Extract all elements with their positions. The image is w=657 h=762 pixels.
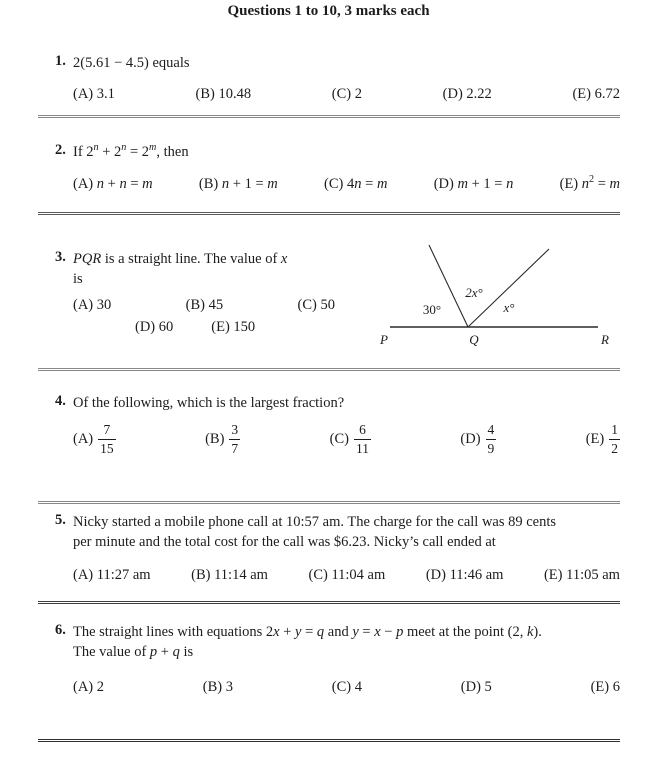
fraction bbox=[609, 421, 620, 457]
fraction-denominator: 11 bbox=[355, 440, 369, 456]
fraction bbox=[98, 421, 116, 457]
question-number: 5. bbox=[55, 512, 66, 528]
options-row bbox=[73, 677, 620, 697]
option-label: (B) bbox=[205, 431, 225, 448]
option-b: (B) 3 bbox=[202, 679, 234, 695]
options-row bbox=[73, 174, 620, 194]
angle-label-2x: 2x° bbox=[465, 285, 483, 300]
fraction bbox=[354, 421, 371, 457]
option-d: (D) 11:46 am bbox=[425, 567, 504, 583]
question-divider bbox=[38, 212, 620, 215]
option-a: (A) 11:27 am bbox=[73, 567, 151, 583]
question-6 bbox=[55, 622, 620, 697]
option-b: (B) 10.48 bbox=[195, 86, 252, 102]
option-d: (D) 2.22 bbox=[442, 86, 492, 102]
question-stem-line-1: PQR is a straight line. The value of x bbox=[73, 251, 288, 267]
question-divider bbox=[38, 739, 620, 742]
question-number: 6. bbox=[55, 622, 66, 638]
option-c: (C) 2 bbox=[331, 86, 363, 102]
question-stem: If $2^n + 2^n = 2^m$, then bbox=[73, 142, 189, 160]
question-stem-line-1: The straight lines with equations 2x + y = q and y = x − p meet at the point (2, k). bbox=[73, 624, 542, 640]
question-4 bbox=[55, 393, 620, 457]
option-label: (E) bbox=[585, 431, 605, 448]
point-label-r: R bbox=[601, 332, 609, 347]
question-1 bbox=[55, 53, 620, 104]
question-divider bbox=[38, 368, 620, 371]
options-row-2 bbox=[135, 317, 391, 337]
question-2 bbox=[55, 142, 620, 194]
option-e: (E) 11:05 am bbox=[543, 567, 620, 583]
question-stem-line-2: is bbox=[73, 271, 83, 287]
option-e: (E) 6.72 bbox=[572, 86, 620, 102]
question-stem-line-2: per minute and the total cost for the call was $6.23. Nicky’s call ended at bbox=[73, 534, 496, 550]
fraction-numerator: 1 bbox=[611, 422, 618, 437]
option-a: (A) 2 bbox=[73, 679, 105, 695]
fraction bbox=[229, 421, 240, 457]
options-row bbox=[73, 84, 620, 104]
fraction bbox=[486, 421, 497, 457]
fraction-denominator: 2 bbox=[611, 440, 618, 456]
angle-diagram bbox=[360, 230, 620, 350]
fraction-numerator: 6 bbox=[359, 422, 366, 437]
question-number: 4. bbox=[55, 393, 66, 409]
fraction-denominator: 7 bbox=[231, 440, 239, 456]
option-label: (A) bbox=[73, 431, 94, 448]
question-stem: Of the following, which is the largest fraction? bbox=[73, 395, 345, 411]
options-row bbox=[73, 421, 620, 457]
option-d bbox=[460, 421, 496, 457]
question-number: 2. bbox=[55, 142, 66, 158]
angle-label-30: 30° bbox=[422, 302, 442, 317]
option-a: (A) n + n = m bbox=[73, 176, 153, 192]
option-b: (B) 45 bbox=[185, 297, 224, 313]
option-e bbox=[586, 421, 620, 457]
angle-label-x: x° bbox=[503, 300, 515, 315]
option-c: (C) 50 bbox=[297, 297, 335, 313]
option-a: (A) 30 bbox=[73, 297, 112, 313]
option-a: (A) 3.1 bbox=[73, 86, 115, 102]
option-label: (D) bbox=[460, 431, 481, 448]
question-5 bbox=[55, 512, 620, 585]
option-c: (C) 4 bbox=[331, 679, 363, 695]
option-d: (D) 5 bbox=[460, 679, 492, 695]
question-number: 1. bbox=[55, 53, 66, 69]
option-e: (E) 6 bbox=[590, 679, 620, 695]
fraction-denominator: 15 bbox=[100, 440, 114, 456]
option-b bbox=[205, 421, 240, 457]
question-divider bbox=[38, 115, 620, 118]
question-stem: 2(5.61 − 4.5) equals bbox=[73, 55, 190, 71]
question-divider bbox=[38, 501, 620, 504]
option-c bbox=[330, 421, 371, 457]
option-a bbox=[73, 421, 116, 457]
option-label: (C) bbox=[329, 431, 349, 448]
option-c: (C) 4n = m bbox=[324, 176, 388, 192]
option-b: (B) n + 1 = m bbox=[198, 176, 278, 192]
page-title: Questions 1 to 10, 3 marks each bbox=[227, 3, 430, 19]
options-row-1 bbox=[73, 295, 335, 315]
option-d: (D) 60 bbox=[135, 319, 174, 335]
point-label-p: P bbox=[380, 332, 388, 347]
question-number: 3. bbox=[55, 249, 66, 265]
question-stem-line-2: The value of p + q is bbox=[73, 644, 194, 660]
option-e: (E) $n^2 = m$ bbox=[559, 174, 620, 192]
question-divider bbox=[38, 601, 620, 604]
option-d: (D) m + 1 = n bbox=[433, 176, 514, 192]
option-c: (C) 11:04 am bbox=[308, 567, 386, 583]
point-label-q: Q bbox=[469, 332, 479, 347]
fraction-denominator: 9 bbox=[487, 440, 495, 456]
fraction-numerator: 4 bbox=[487, 422, 495, 437]
fraction-numerator: 3 bbox=[231, 422, 239, 437]
fraction-numerator: 7 bbox=[103, 422, 111, 437]
options-row bbox=[73, 565, 620, 585]
option-b: (B) 11:14 am bbox=[191, 567, 268, 583]
question-stem-line-1: Nicky started a mobile phone call at 10:57 am. The charge for the call was 89 cents bbox=[73, 514, 557, 530]
option-e: (E) 150 bbox=[211, 319, 256, 335]
